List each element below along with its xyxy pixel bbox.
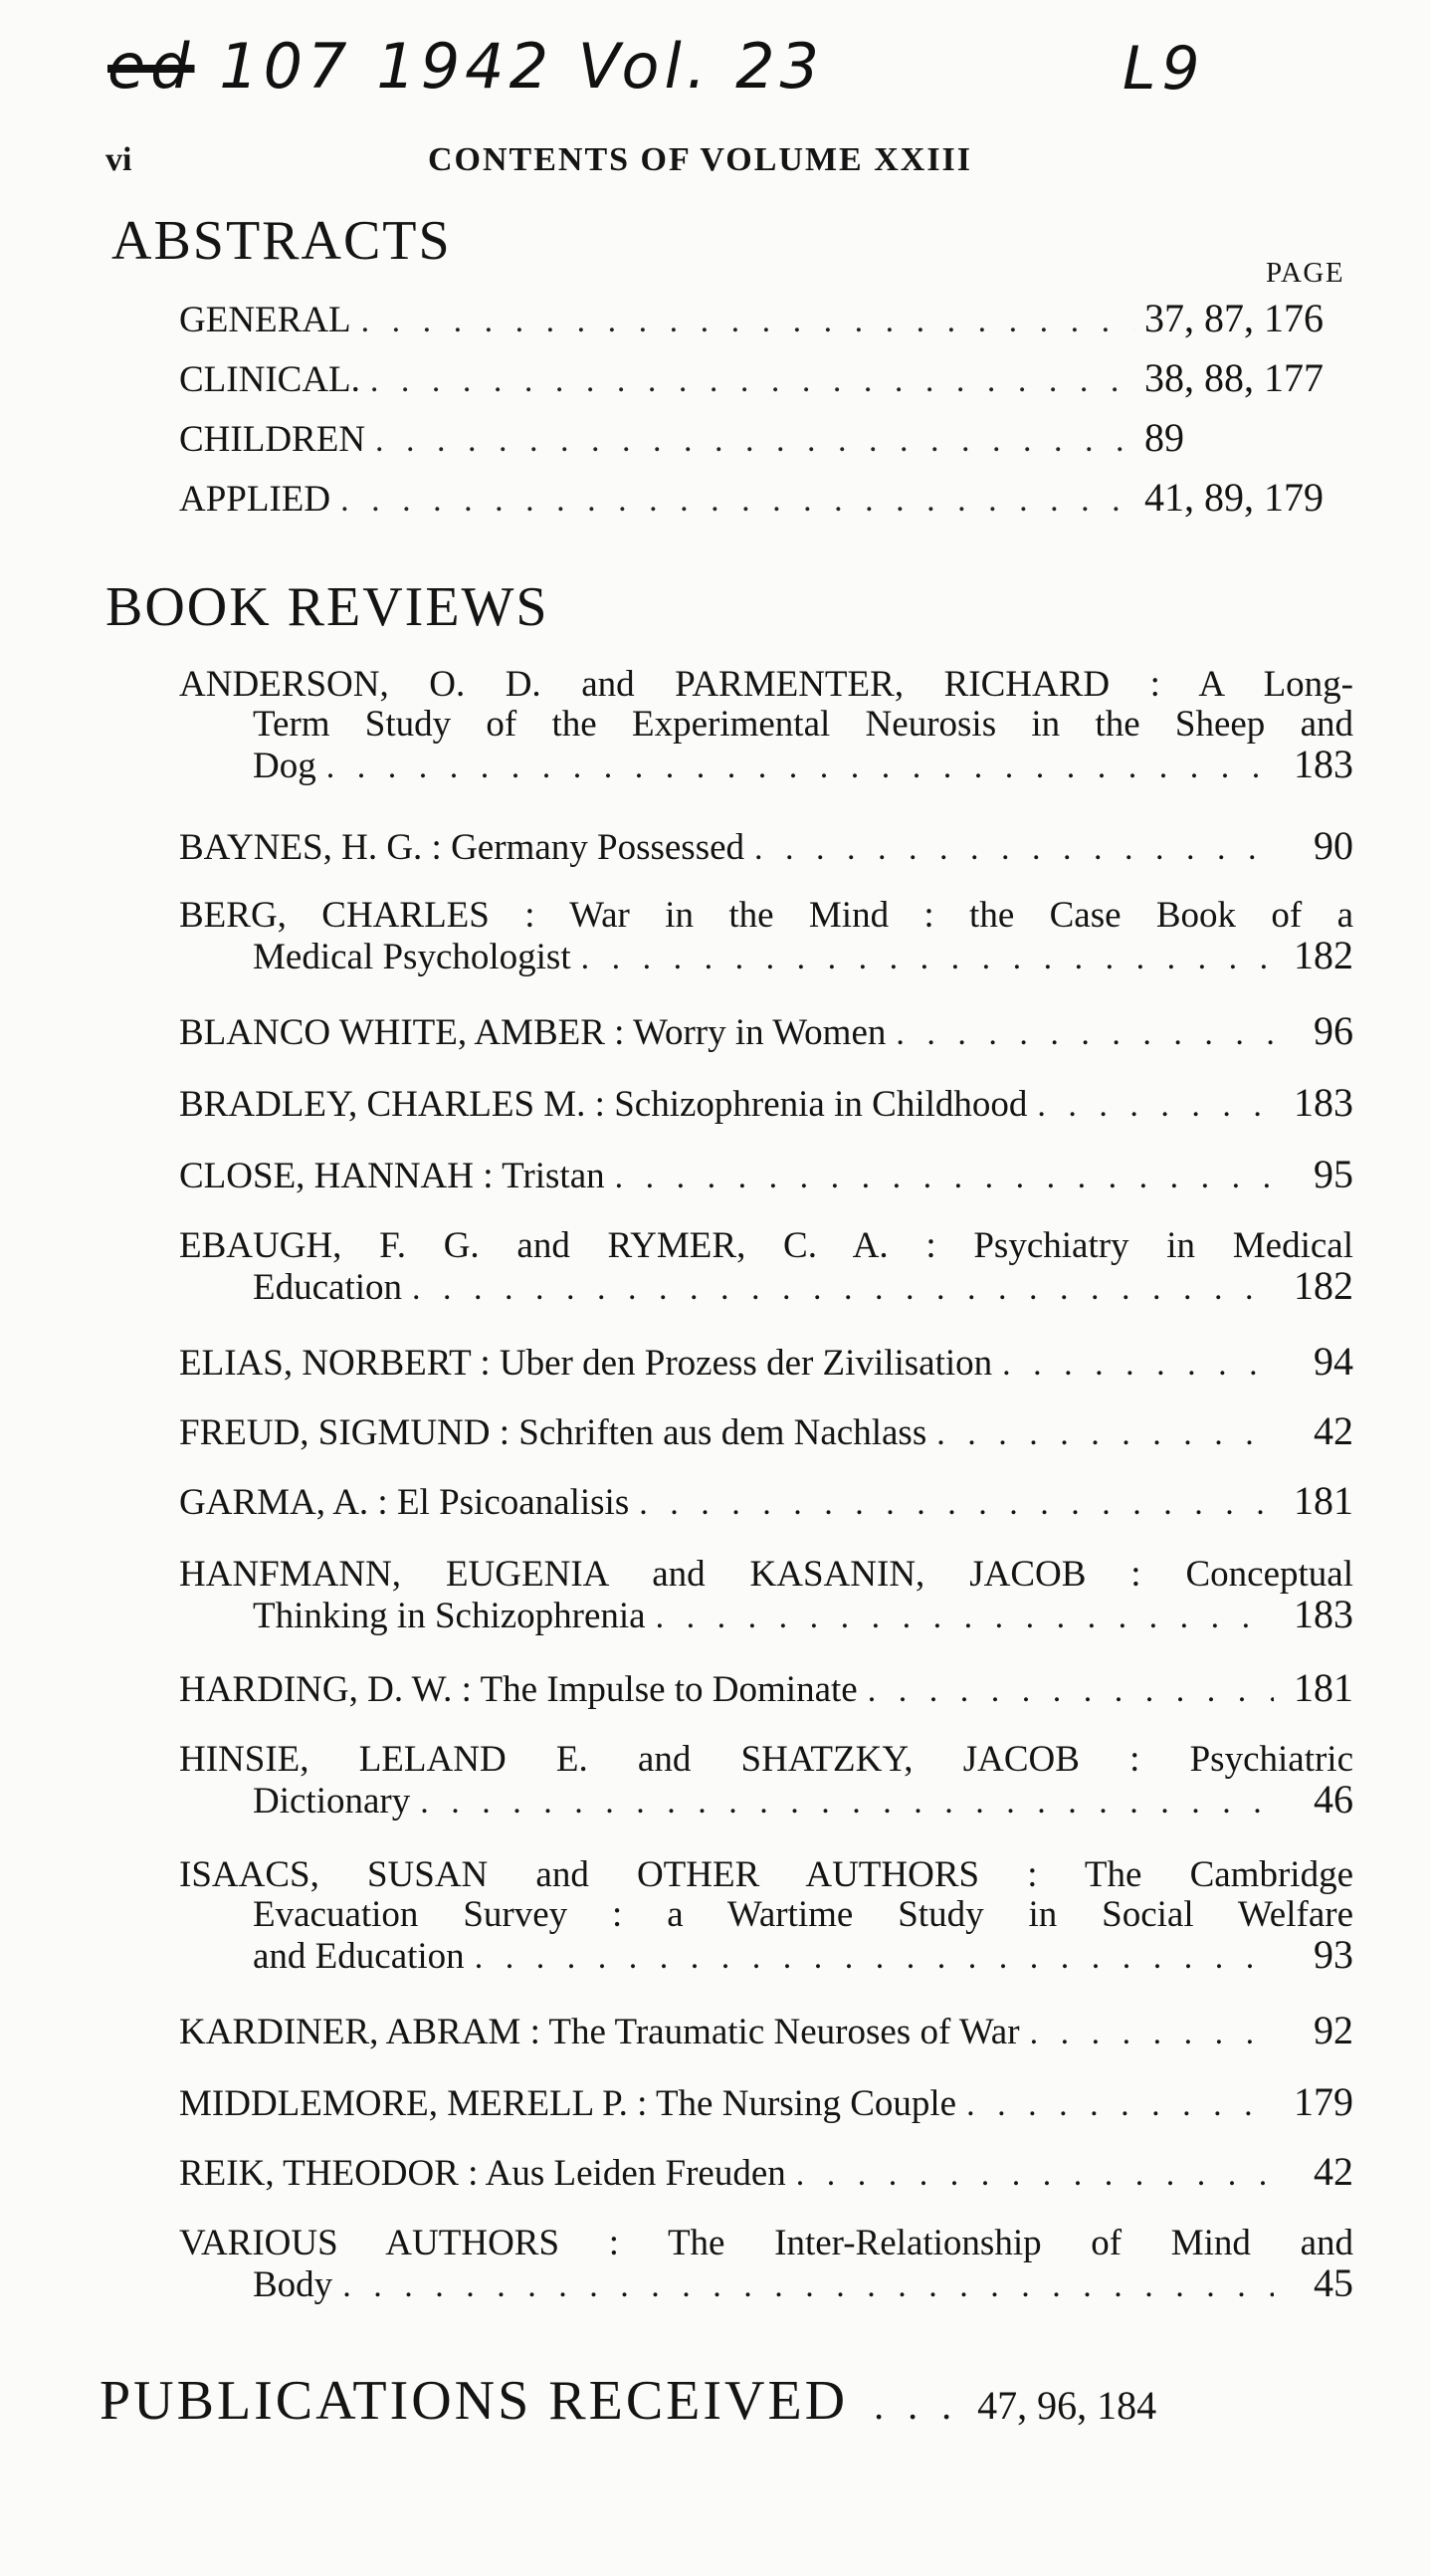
abstract-label: APPLIED [179,479,331,520]
review-author-line: MIDDLEMORE, MERELL P. : The Nursing Couple [179,2083,957,2124]
dot-leader [420,1783,1274,1823]
abstract-row [179,295,1353,345]
review-author-line: BRADLEY, CHARLES M. : Schizophrenia in Childhood [179,1084,1028,1125]
dot-leader [475,1938,1274,1978]
review-final-line [179,2079,1353,2125]
publications-received-entry [100,2369,1353,2433]
review-final-line [179,1080,1353,1126]
abstract-label: CLINICAL. [179,359,360,400]
review-entry [179,2008,1353,2053]
review-page-number: 181 [1294,1665,1353,1710]
dot-leader [361,298,1134,345]
review-final-line [179,1339,1353,1385]
book-reviews-heading: BOOK REVIEWS [105,576,549,638]
review-final-line [179,1932,1353,1978]
review-title-line: Dog [253,746,316,786]
struck-annotation: ed [107,30,195,103]
review-final-line [179,933,1353,978]
review-entry [179,1152,1353,1197]
review-page-number: 45 [1314,2260,1353,2305]
dot-leader [966,2085,1274,2125]
review-entry [179,1740,1353,1823]
review-page-number: 183 [1294,1592,1353,1636]
review-final-line [179,1408,1353,1454]
handwritten-annotation [107,30,824,103]
review-page-number: 42 [1314,1408,1353,1453]
review-entry [179,1226,1353,1309]
review-page-number: 183 [1294,1080,1353,1125]
review-title-line: Education [253,1267,403,1308]
page-folio: vi [105,141,132,178]
dot-leader [1037,1086,1274,1126]
review-final-line [179,2008,1353,2053]
review-page-number: 183 [1294,742,1353,786]
dot-leader [754,829,1274,869]
review-final-line [179,1263,1353,1309]
dot-leader [796,2155,1274,2195]
review-author-line: CLOSE, HANNAH : Tristan [179,1156,605,1196]
dot-leader [1030,2014,1274,2053]
review-final-line [179,2149,1353,2195]
publications-pages: 47, 96, 184 [977,2383,1157,2428]
abstract-row [179,474,1353,525]
review-author-line: BERG, CHARLES : War in the Mind : the Case Book of a [179,895,1353,936]
review-page-number: 93 [1314,1932,1353,1977]
review-page-number: 181 [1294,1478,1353,1523]
review-author-line: FREUD, SIGMUND : Schriften aus dem Nachlass [179,1412,927,1453]
dot-leader [639,1484,1274,1524]
page-column-label: PAGE [1266,257,1345,289]
review-entry [179,665,1353,787]
review-entry [179,1665,1353,1711]
review-entry [179,1080,1353,1126]
review-entry [179,896,1353,978]
review-page-number: 182 [1294,933,1353,977]
review-final-line [179,1008,1353,1054]
review-author-line: GARMA, A. : El Psicoanalisis [179,1482,630,1523]
review-author-line: HANFMANN, EUGENIA and KASANIN, JACOB : Conceptual [179,1554,1353,1595]
review-author-line: HARDING, D. W. : The Impulse to Dominate [179,1669,858,1710]
abstract-pages: 41, 89, 179 [1144,475,1324,520]
review-author-line: ELIAS, NORBERT : Uber den Prozess der Zivilisation [179,1343,993,1384]
review-entry [179,823,1353,869]
review-title-line: Term Study of the Experimental Neurosis in the Sheep and [253,704,1353,745]
dot-leader [326,748,1274,787]
review-author-line: BLANCO WHITE, AMBER : Worry in Women [179,1012,887,1053]
review-final-line [179,742,1353,787]
review-author-line: VARIOUS AUTHORS : The Inter-Relationship of Mind and [179,2223,1353,2263]
dot-leader [936,1414,1274,1454]
review-final-line [179,823,1353,869]
dot-leader [615,1158,1274,1197]
review-entry [179,2149,1353,2195]
review-page-number: 92 [1314,2008,1353,2052]
review-author-line: BAYNES, H. G. : Germany Possessed [179,827,745,868]
review-entry [179,1855,1353,1978]
review-page-number: 42 [1314,2149,1353,2194]
review-author-line: ISAACS, SUSAN and OTHER AUTHORS : The Cambridge [179,1854,1353,1895]
abstract-row [179,414,1353,465]
dot-leader [1002,1345,1274,1385]
review-page-number: 46 [1314,1777,1353,1822]
review-entry [179,1339,1353,1385]
dot-leader [656,1598,1274,1637]
review-entry [179,2079,1353,2125]
abstract-pages: 37, 87, 176 [1144,296,1324,340]
dot-leader: . . . [874,2383,952,2428]
review-entry [179,1555,1353,1637]
review-page-number: 182 [1294,1263,1353,1308]
dot-leader [412,1269,1274,1309]
review-author-line: KARDINER, ABRAM : The Traumatic Neuroses of War [179,2012,1020,2052]
review-final-line [179,1478,1353,1524]
dot-leader [340,477,1134,525]
review-author-line: HINSIE, LELAND E. and SHATZKY, JACOB : Psychiatric [179,1739,1353,1780]
dot-leader [581,939,1274,978]
review-entry [179,1408,1353,1454]
review-author-line: REIK, THEODOR : Aus Leiden Freuden [179,2153,786,2194]
abstract-label: GENERAL [179,300,351,340]
dot-leader [896,1014,1274,1054]
review-page-number: 94 [1314,1339,1353,1384]
review-entry [179,2224,1353,2306]
review-title-line: Evacuation Survey : a Wartime Study in Social Welfare [253,1894,1353,1935]
review-author-line: EBAUGH, F. G. and RYMER, C. A. : Psychiatry in Medical [179,1225,1353,1266]
review-page-number: 179 [1294,2079,1353,2124]
review-page-number: 90 [1314,823,1353,868]
running-head: CONTENTS OF VOLUME XXIII [428,141,973,178]
review-final-line [179,1777,1353,1823]
review-final-line [179,1152,1353,1197]
review-page-number: 95 [1314,1152,1353,1196]
review-final-line [179,2260,1353,2306]
abstract-pages: 38, 88, 177 [1144,355,1324,400]
review-title-line: Body [253,2264,333,2305]
review-final-line [179,1592,1353,1637]
dot-leader [370,357,1134,405]
review-final-line [179,1665,1353,1711]
review-author-line: ANDERSON, O. D. and PARMENTER, RICHARD : A Long- [179,664,1353,705]
dot-leader [375,417,1134,465]
review-title-line: Thinking in Schizophrenia [253,1596,646,1636]
review-entry [179,1008,1353,1054]
publications-heading: PUBLICATIONS RECEIVED [100,2370,849,2432]
abstract-pages: 89 [1144,415,1184,460]
abstracts-heading: ABSTRACTS [111,210,452,272]
review-entry [179,1478,1353,1524]
review-title-line: and Education [253,1936,465,1977]
handwritten-volume-note: 107 1942 Vol. 23 [219,30,825,103]
review-page-number: 96 [1314,1008,1353,1053]
abstract-row [179,354,1353,405]
dot-leader [342,2266,1274,2306]
dot-leader [868,1671,1274,1711]
abstract-label: CHILDREN [179,419,366,460]
handwritten-shelf-mark: L9 [1123,34,1206,104]
review-title-line: Dictionary [253,1781,411,1822]
review-title-line: Medical Psychologist [253,937,571,977]
